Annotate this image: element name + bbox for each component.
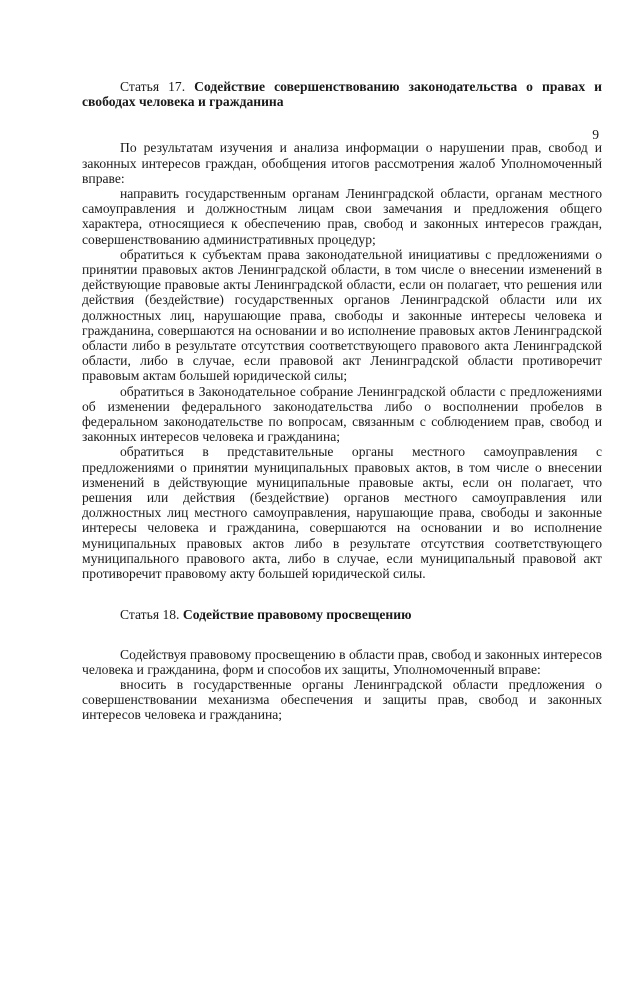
article-17-item: обратиться в Законодательное собрание Ленинградской области с предложениями об изменении федерального законодательства либо о восполнении пробелов в федеральном законодательстве по вопросам, связанным с соблюдением прав, свобод и законных интересов человека и гражданина; — [82, 383, 602, 445]
article-18-item: вносить в государственные органы Ленинградской области предложения о совершенствовании механизма обеспечения и защиты прав, свобод и законных интересов человека и гражданина; — [82, 676, 602, 723]
article-17-intro: По результатам изучения и анализа информации о нарушении прав, свобод и законных интересов граждан, обобщения итогов рассмотрения жалоб Уполномоченный вправе: — [82, 140, 602, 186]
article-18-prefix: Статья 18. — [120, 607, 180, 623]
article-17-item: направить государственным органам Ленинградской области, органам местного самоуправления и должностным лицам свои замечания и предложения общего характера, относящиеся к обеспечению прав, свобод и законных интересов граждан, совершенствованию административных процедур; — [82, 186, 602, 247]
article-18-heading — [82, 607, 602, 622]
document-page — [0, 79, 640, 984]
page-number: 9 — [592, 127, 599, 142]
article-18-title: Содействие правовому просвещению — [182, 607, 412, 623]
article-17-item: обратиться к субъектам права законодательной инициативы с предложениями о принятии правовых актов Ленинградской области, в том числе о внесении изменений в действующие правовые акты Ленинградской области, если он полагает, что решения или действия (бездействие) государственных органов Ленинградской области или их должностных лиц, нарушающие права, свободы и законные интересы человека и гражданина, совершаются на основании и во исполнение правовых актов Ленинградской области либо в результате отсутствия соответствующего правового акта Ленинградской области, либо в случае, если правовой акт Ленинградской области противоречит правовым актам большей юридической силы; — [82, 246, 602, 384]
article-17-item: обратиться в представительные органы местного самоуправления с предложениями о принятии муниципальных правовых актов, в том числе о внесении изменений в действующие муниципальные правовые акты, если он полагает, что решения или действия (бездействие) органов местного самоуправления или должностных лиц местного самоуправления, нарушающие права, свободы и законные интересы человека и гражданина, совершаются на основании и во исполнение муниципальных правовых актов либо в результате отсутствия соответствующего муниципального правового акта, либо в случае, если муниципальный правовой акт противоречит правовому акту большей юридической силы. — [82, 444, 602, 582]
article-17-title: Содействие совершенствованию законодательства о правах и свободах человека и гражданина — [82, 79, 602, 110]
article-17-prefix: Статья 17. — [120, 79, 186, 94]
article-17-heading — [82, 79, 602, 109]
article-18-intro: Содействуя правовому просвещению в области прав, свобод и законных интересов человека и гражданина, форм и способов их защиты, Уполномоченный вправе: — [82, 646, 602, 677]
